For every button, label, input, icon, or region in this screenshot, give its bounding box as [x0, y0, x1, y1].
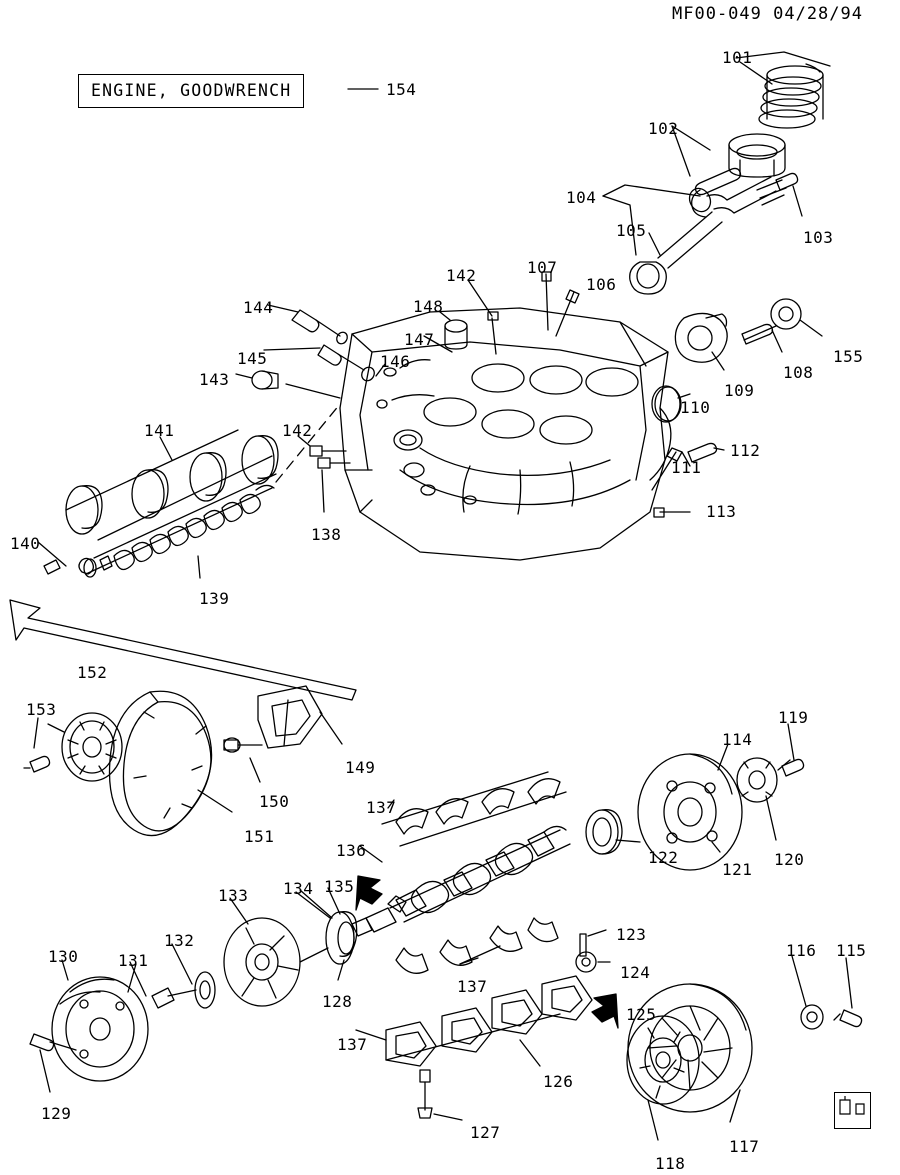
callout-138: 138	[311, 525, 342, 544]
callout-109: 109	[724, 381, 755, 400]
callout-131: 131	[118, 951, 149, 970]
callout-153: 153	[26, 700, 57, 719]
callout-107: 107	[527, 258, 558, 277]
callout-149: 149	[345, 758, 376, 777]
callout-123: 123	[616, 925, 647, 944]
callout-151: 151	[244, 827, 275, 846]
callout-145: 145	[237, 349, 268, 368]
callout-137-lower-left: 137	[337, 1035, 368, 1054]
callout-135: 135	[324, 877, 355, 896]
callout-152: 152	[77, 663, 108, 682]
callout-133: 133	[218, 886, 249, 905]
callout-117: 117	[729, 1137, 760, 1156]
callout-154: 154	[386, 80, 417, 99]
callout-116: 116	[786, 941, 817, 960]
callout-136: 136	[336, 841, 367, 860]
callout-128: 128	[322, 992, 353, 1011]
callout-134: 134	[283, 879, 314, 898]
callout-127: 127	[470, 1123, 501, 1142]
callout-124: 124	[620, 963, 651, 982]
callout-155: 155	[833, 347, 864, 366]
callout-140: 140	[10, 534, 41, 553]
callout-141: 141	[144, 421, 175, 440]
callout-150: 150	[259, 792, 290, 811]
callout-113: 113	[706, 502, 737, 521]
callout-137-upper: 137	[366, 798, 397, 817]
callout-108: 108	[783, 363, 814, 382]
callout-122: 122	[648, 848, 679, 867]
callout-105: 105	[616, 221, 647, 240]
callout-101: 101	[722, 48, 753, 67]
callout-115: 115	[836, 941, 867, 960]
callout-129: 129	[41, 1104, 72, 1123]
callout-119: 119	[778, 708, 809, 727]
document-code: MF00-049 04/28/94	[672, 4, 863, 24]
callout-120: 120	[774, 850, 805, 869]
callout-118: 118	[655, 1154, 686, 1173]
callout-142-upper: 142	[446, 266, 477, 285]
callout-114: 114	[722, 730, 753, 749]
callout-137-mid: 137	[457, 977, 488, 996]
callout-146: 146	[380, 352, 411, 371]
callout-106: 106	[586, 275, 617, 294]
callout-143: 143	[199, 370, 230, 389]
callout-126: 126	[543, 1072, 574, 1091]
callout-125: 125	[626, 1005, 657, 1024]
callout-147: 147	[404, 330, 435, 349]
callout-142-left: 142	[282, 421, 313, 440]
callout-132: 132	[164, 931, 195, 950]
callout-104: 104	[566, 188, 597, 207]
callout-103: 103	[803, 228, 834, 247]
callout-121: 121	[722, 860, 753, 879]
callout-112: 112	[730, 441, 761, 460]
callout-144: 144	[243, 298, 274, 317]
callout-111: 111	[671, 458, 702, 477]
title-box: ENGINE, GOODWRENCH	[78, 74, 304, 108]
legend-box	[834, 1092, 871, 1129]
callout-102: 102	[648, 119, 679, 138]
callout-130: 130	[48, 947, 79, 966]
callout-139: 139	[199, 589, 230, 608]
callout-110: 110	[680, 398, 711, 417]
callout-148: 148	[413, 297, 444, 316]
